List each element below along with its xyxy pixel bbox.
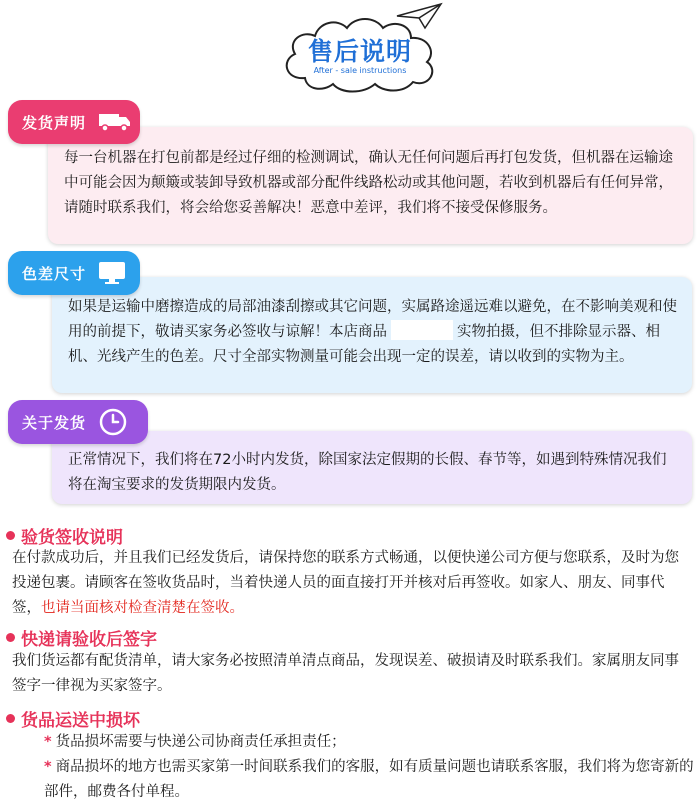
- truck-icon: [98, 111, 132, 133]
- color-size-text-a: 如果是运输中磨擦造成的局部油漆刮擦或其它问题，实属路途遥远难以避免，在不影响美观和使用的前提下，敬请买家务必签收与谅解！本店商品: [68, 299, 677, 340]
- inspection-text: 在付款成功后，并且我们已经发货后，请保持您的联系方式畅通，以便快递公司方便与您联系，及时为您投递包裹。请顾客在签收货品时，当着快递人员的面直接打开并核对后再签收。如家人、朋友、同事代签，: [12, 550, 679, 616]
- bullet-dot: [6, 531, 15, 540]
- color-size-box: [52, 277, 692, 393]
- bullet-dot: [6, 714, 15, 723]
- redacted-block: [391, 320, 453, 340]
- inspection-title: 验货签收说明: [21, 528, 123, 548]
- header-cloud: [275, 8, 445, 94]
- bullet-dot: [6, 633, 15, 642]
- clock-icon: [98, 407, 128, 437]
- star-bullet-icon: *: [44, 759, 52, 775]
- monitor-icon: [98, 261, 126, 285]
- inspection-highlight: 也请当面核对检查清楚在签收。: [41, 600, 244, 616]
- paper-plane-icon: [395, 2, 443, 30]
- courier-text: 我们货运都有配货清单，请大家务必按照清单清点商品，发现误差、破损请及时联系我们。家属朋友同事签字一律视为买家签字。: [12, 653, 679, 694]
- inspection-heading: [6, 523, 123, 548]
- damage-item-text: 货品损坏需要与快递公司协商责任承担责任；: [55, 734, 346, 750]
- page-subtitle: After - sale instructions: [313, 66, 407, 75]
- damage-heading: [6, 706, 140, 731]
- shipping-statement-label: 发货声明: [22, 113, 87, 132]
- page-title: 售后说明: [307, 37, 412, 66]
- shipping-statement-text: 每一台机器在打包前都是经过仔细的检测调试，确认无任何问题后再打包发货，但机器在运输途中可能会因为颠簸或装卸导致机器或部分配件线路松动或其他问题，若收到机器后有任何异常，请随时联系我们，将会给您妥善解决！恶意中差评，我们将不接受保修服务。: [64, 150, 673, 216]
- color-size-text-b: 实物拍摄，但不排除显示器、相机、光线产生的色差。尺寸全部实物测量可能会出现一定的误差，请以收到的实物为主。: [68, 324, 660, 365]
- shipping-statement-badge: [8, 100, 140, 144]
- courier-heading: [6, 625, 157, 650]
- damage-title: 货品运送中损坏: [21, 711, 140, 731]
- shipping-statement-box: [48, 127, 693, 244]
- courier-title: 快递请验收后签字: [21, 630, 157, 650]
- color-size-label: 色差尺寸: [22, 264, 87, 283]
- damage-item: [44, 730, 346, 755]
- color-size-badge: [8, 251, 140, 295]
- damage-item-text: 商品损坏的地方也需买家第一时间联系我们的客服，如有质量问题也请联系客服，我们将为您寄新的部件，邮费各付单程。: [44, 759, 694, 800]
- delivery-badge: [8, 400, 148, 444]
- damage-item: [44, 755, 694, 805]
- delivery-label: 关于发货: [22, 413, 87, 432]
- inspection-paragraph: [12, 546, 692, 621]
- delivery-text: 正常情况下，我们将在72小时内发货，除国家法定假期的长假、春节等，如遇到特殊情况我们将在淘宝要求的发货期限内发货。: [68, 452, 667, 493]
- courier-paragraph: [12, 649, 692, 699]
- delivery-box: [52, 431, 692, 504]
- star-bullet-icon: *: [44, 734, 52, 750]
